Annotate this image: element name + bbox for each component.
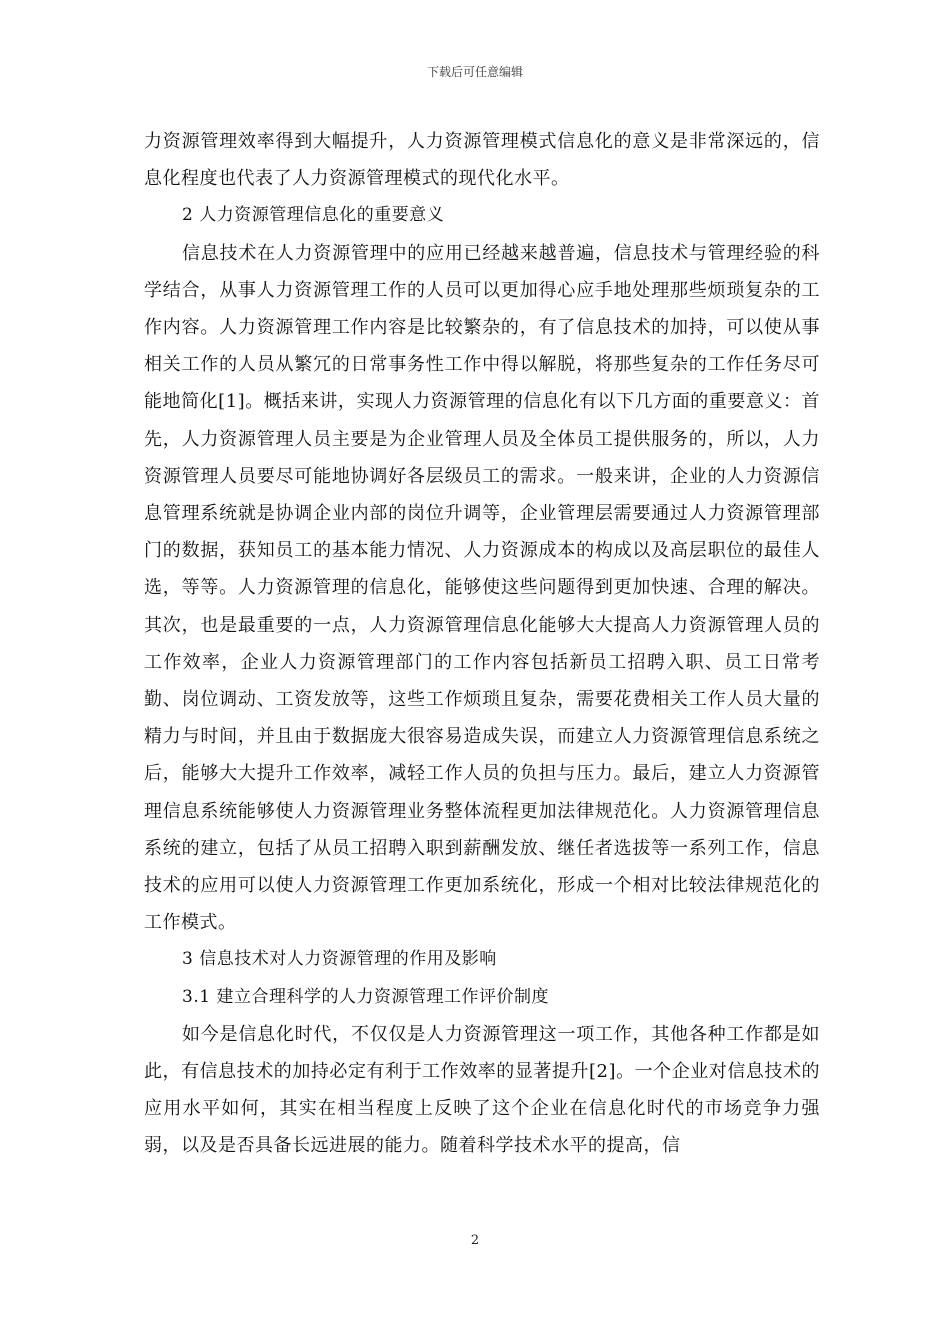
section-heading-3: 3 信息技术对人力资源管理的作用及影响 — [182, 949, 497, 970]
paragraph-continued: 力资源管理效率得到大幅提升，人力资源管理模式信息化的意义是非常深远的，信息化程度也代表了人力资源管理模式的现代化水平。 — [144, 131, 820, 190]
paragraph-section-3-1: 如今是信息化时代，不仅仅是人力资源管理这一项工作，其他各种工作都是如此，有信息技术的加持必定有利于工作效率的显著提升[2]。一个企业对信息技术的应用水平如何，其实在相当程度上反映了这个企业在信息化时代的市场竞争力强弱，以及是否具备长远进展的能力。随着科学技术水平的提高，信 — [144, 1023, 820, 1157]
document-body — [144, 123, 820, 1165]
page-header: 下载后可任意编辑 — [426, 65, 523, 79]
paragraph-section-2: 信息技术在人力资源管理中的应用已经越来越普遍，信息技术与管理经验的科学结合，从事人力资源管理工作的人员可以更加得心应手地处理那些烦琐复杂的工作内容。人力资源管理工作内容是比较繁杂的，有了信息技术的加持，可以使从事相关工作的人员从繁冗的日常事务性工作中得以解脱，将那些复杂的工作任务尽可能地简化[1]。概括来讲，实现人力资源管理的信息化有以下几方面的重要意义：首先，人力资源管理人员主要是为企业管理人员及全体员工提供服务的，所以，人力资源管理人员要尽可能地协调好各层级员工的需求。一般来讲，企业的人力资源信息管理系统就是协调企业内部的岗位升调等，企业管理层需要通过人力资源管理部门的数据，获知员工的基本能力情况、人力资源成本的构成以及高层职位的最佳人选，等等。人力资源管理的信息化，能够使这些问题得到更加快速、合理的解决。其次，也是最重要的一点，人力资源管理信息化能够大大提高人力资源管理人员的工作效率，企业人力资源管理部门的工作内容包括新员工招聘入职、员工日常考勤、岗位调动、工资发放等，这些工作烦琐且复杂，需要花费相关工作人员大量的精力与时间，并且由于数据庞大很容易造成失误，而建立人力资源管理信息系统之后，能够大大提升工作效率，减轻工作人员的负担与压力。最后，建立人力资源管理信息系统能够使人力资源管理业务整体流程更加法律规范化。人力资源管理信息系统的建立，包括了从员工招聘入职到薪酬发放、继任者选拔等一系列工作，信息技术的应用可以使人力资源管理工作更加系统化，形成一个相对比较法律规范化的工作模式。 — [144, 242, 820, 934]
section-heading-2: 2 人力资源管理信息化的重要意义 — [182, 205, 445, 226]
page-number: 2 — [470, 1233, 480, 1248]
subsection-heading-3-1: 3.1 建立合理科学的人力资源管理工作评价制度 — [182, 986, 549, 1007]
